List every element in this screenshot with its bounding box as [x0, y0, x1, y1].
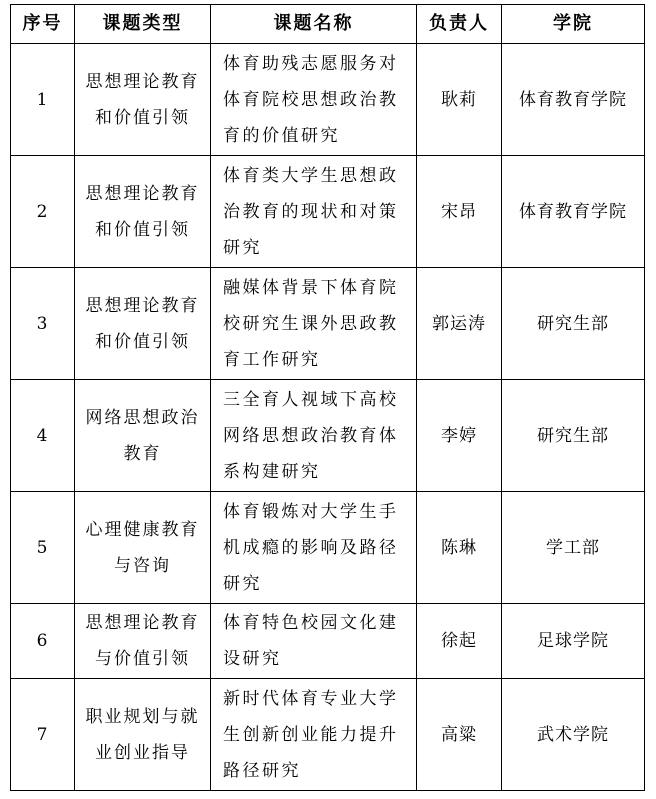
title-line: 研究 — [223, 237, 262, 258]
title-line: 育工作研究 — [223, 349, 321, 370]
table-row — [11, 44, 645, 156]
project-type — [75, 679, 211, 791]
type-line: 思想理论教育 — [85, 613, 200, 633]
table-row — [11, 604, 645, 679]
project-title — [211, 156, 417, 268]
type-line: 与价值引领 — [95, 649, 190, 669]
title-line: 生创新创业能力提升 — [223, 724, 399, 745]
project-leader: 郭运涛 — [417, 268, 502, 380]
type-line: 心理健康教育 — [85, 519, 200, 540]
project-leader: 陈琳 — [417, 492, 502, 604]
college: 研究生部 — [502, 380, 645, 492]
title-line: 设研究 — [223, 649, 282, 669]
type-line: 思想理论教育 — [85, 295, 200, 316]
title-line: 机成瘾的影响及路径 — [223, 537, 399, 558]
row-number: 3 — [11, 268, 75, 380]
title-line: 系构建研究 — [223, 461, 321, 482]
type-line: 职业规划与就 — [85, 706, 200, 727]
header-number: 序号 — [11, 5, 75, 44]
project-type — [75, 44, 211, 156]
project-leader: 李婷 — [417, 380, 502, 492]
table-row — [11, 679, 645, 791]
header-type: 课题类型 — [75, 5, 211, 44]
header-title: 课题名称 — [211, 5, 417, 44]
college: 足球学院 — [502, 604, 645, 679]
title-line: 新时代体育专业大学 — [223, 688, 399, 709]
type-line: 教育 — [123, 443, 162, 464]
title-line: 体育院校思想政治教 — [223, 89, 399, 110]
title-line: 路径研究 — [223, 760, 301, 781]
project-type — [75, 268, 211, 380]
project-type — [75, 380, 211, 492]
title-line: 网络思想政治教育体 — [223, 425, 399, 446]
title-line: 体育特色校园文化建 — [223, 613, 399, 633]
project-type — [75, 492, 211, 604]
title-line: 治教育的现状和对策 — [223, 201, 399, 222]
title-line: 校研究生课外思政教 — [223, 313, 399, 334]
type-line: 和价值引领 — [95, 331, 190, 352]
header-college: 学院 — [502, 5, 645, 44]
project-title — [211, 44, 417, 156]
type-line: 和价值引领 — [95, 107, 190, 128]
table-row — [11, 268, 645, 380]
type-line: 与咨询 — [114, 555, 171, 576]
project-leader: 宋昂 — [417, 156, 502, 268]
title-line: 研究 — [223, 573, 262, 594]
table-row — [11, 156, 645, 268]
type-line: 业创业指导 — [95, 742, 190, 763]
table-row — [11, 492, 645, 604]
table-row — [11, 380, 645, 492]
row-number: 4 — [11, 380, 75, 492]
type-line: 网络思想政治 — [85, 407, 200, 428]
project-title — [211, 268, 417, 380]
type-line: 思想理论教育 — [85, 183, 200, 204]
project-title — [211, 380, 417, 492]
type-line: 和价值引领 — [95, 219, 190, 240]
project-title — [211, 679, 417, 791]
title-line: 体育助残志愿服务对 — [223, 53, 399, 74]
college: 体育教育学院 — [502, 44, 645, 156]
project-type — [75, 156, 211, 268]
row-number: 6 — [11, 604, 75, 679]
project-leader: 徐起 — [417, 604, 502, 679]
title-line: 育的价值研究 — [223, 125, 340, 146]
header-row — [11, 5, 645, 44]
row-number: 1 — [11, 44, 75, 156]
header-leader: 负责人 — [417, 5, 502, 44]
college: 体育教育学院 — [502, 156, 645, 268]
row-number: 2 — [11, 156, 75, 268]
project-title — [211, 492, 417, 604]
row-number: 7 — [11, 679, 75, 791]
type-line: 思想理论教育 — [85, 71, 200, 92]
project-table — [10, 4, 645, 791]
title-line: 三全育人视域下高校 — [223, 389, 399, 410]
project-type — [75, 604, 211, 679]
project-leader: 高粱 — [417, 679, 502, 791]
project-title — [211, 604, 417, 679]
college: 研究生部 — [502, 268, 645, 380]
project-leader: 耿莉 — [417, 44, 502, 156]
title-line: 体育类大学生思想政 — [223, 165, 399, 186]
title-line: 融媒体背景下体育院 — [223, 277, 399, 298]
college: 武术学院 — [502, 679, 645, 791]
row-number: 5 — [11, 492, 75, 604]
college: 学工部 — [502, 492, 645, 604]
title-line: 体育锻炼对大学生手 — [223, 501, 399, 522]
